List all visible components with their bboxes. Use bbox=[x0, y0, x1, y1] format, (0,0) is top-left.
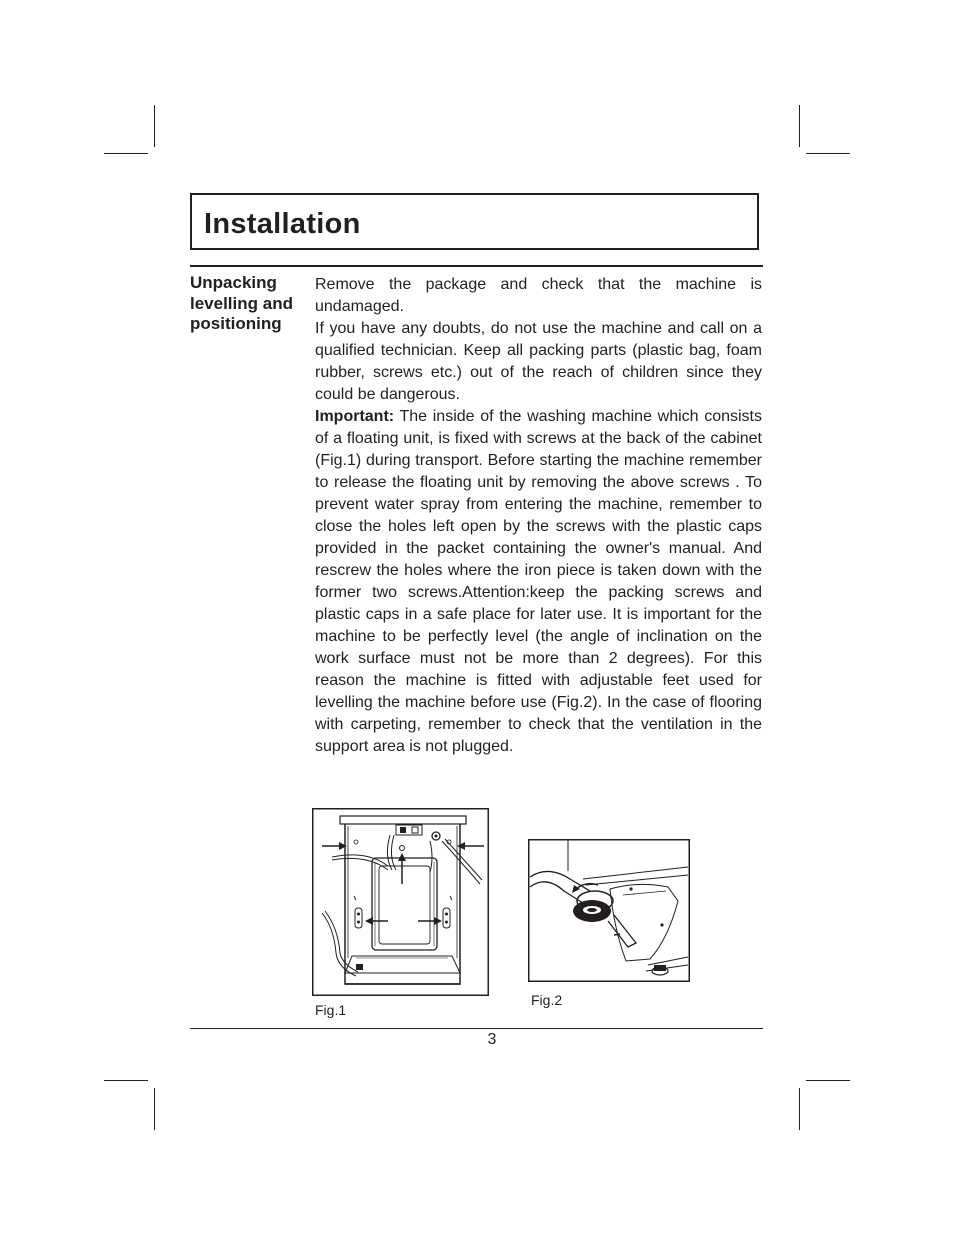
page-number: 3 bbox=[487, 1031, 497, 1048]
important-text: The inside of the washing machine which consists of a floating unit, is fixed with screws at the back of the cabinet (Fig.1) during transport. Before starting the machine remember to release the floating unit by removing the above screws . To prevent water spray from entering the machine, remember to close the holes left open by the screws with the plastic caps provided in the packet containing the owner's manual. And rescrew the holes where the iron piece is taken down with the former two screws.Attention:keep the packing screws and plastic caps in a safe place for later use. It is important for the machine to be perfectly level (the angle of inclination on the work surface must not be more than 2 degrees). For this reason the machine is fitted with adjustable feet used for levelling the machine before use (Fig.2). In the case of flooring with carpeting, remember to check that the ventilation in the support area is not plugged. bbox=[315, 408, 763, 755]
fig2-caption: Fig.2 bbox=[531, 992, 563, 1008]
crop-mark bbox=[799, 105, 800, 147]
section-heading-line: levelling and bbox=[190, 293, 293, 313]
crop-mark bbox=[806, 1080, 850, 1081]
crop-mark bbox=[154, 105, 155, 147]
paragraph: Remove the package and check that the machine is undamaged. bbox=[315, 276, 762, 315]
footer-rule bbox=[190, 1028, 763, 1029]
section-heading-line: Unpacking bbox=[190, 273, 277, 292]
title-underline bbox=[190, 265, 763, 267]
crop-mark bbox=[154, 1088, 155, 1130]
fig2-levelling-foot-illustration bbox=[528, 839, 690, 982]
important-label: Important: bbox=[315, 408, 395, 425]
page-title: Installation bbox=[204, 208, 361, 240]
fig1-machine-back-illustration bbox=[312, 808, 489, 996]
crop-mark bbox=[806, 153, 850, 154]
fig1-caption: Fig.1 bbox=[315, 1002, 347, 1018]
crop-mark bbox=[799, 1088, 800, 1130]
section-heading-line: positioning bbox=[190, 314, 282, 333]
body-text bbox=[315, 274, 762, 758]
section-heading bbox=[190, 273, 310, 335]
title-box bbox=[190, 193, 759, 250]
important-paragraph bbox=[315, 406, 762, 758]
crop-mark bbox=[104, 153, 148, 154]
paragraph: If you have any doubts, do not use the machine and call on a qualified technician. Keep all packing parts (plastic bag, foam rubber, screws etc.) out of the reach of children since they could be dangerous. bbox=[315, 320, 762, 403]
crop-mark bbox=[104, 1080, 148, 1081]
